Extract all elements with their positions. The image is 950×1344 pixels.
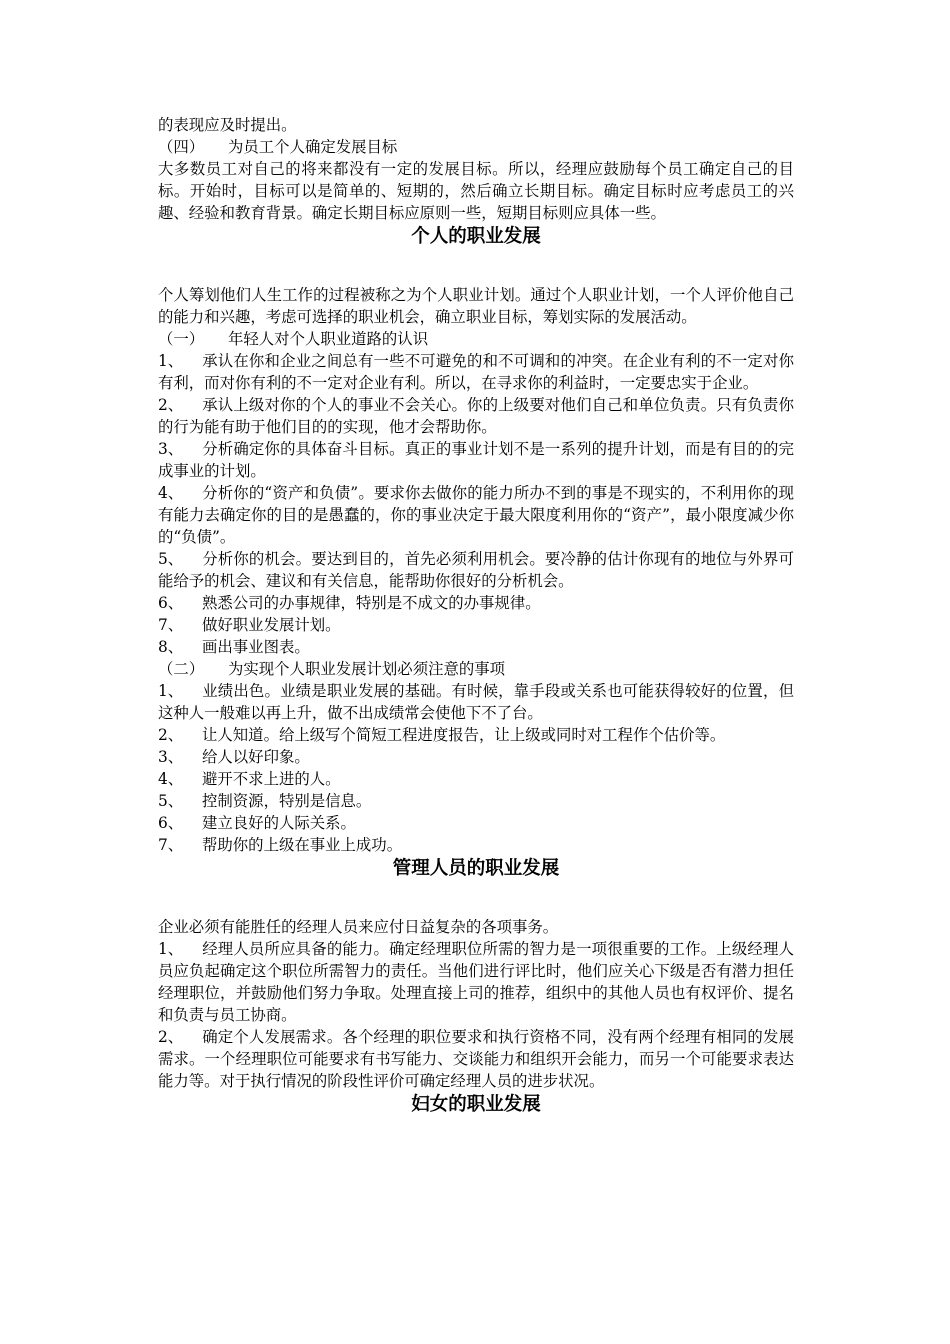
- list-number: 2、: [158, 1028, 184, 1046]
- list-item: [158, 438, 794, 482]
- list-text: 分析你的机会。要达到目的，首先必须利用机会。要冷静的估计你现有的地位与外界可能给予的机会、建议和有关信息，能帮助你很好的分析机会。: [158, 550, 794, 590]
- section-heading-women-career: 妇女的职业发展: [411, 1094, 541, 1115]
- list-item: [158, 592, 794, 614]
- subsection-title: 为员工个人确定发展目标: [228, 138, 398, 156]
- list-item: [158, 548, 794, 592]
- subsection-4-heading: [158, 136, 794, 158]
- list-item: [158, 636, 794, 658]
- subsection-number: （一）: [158, 330, 205, 348]
- list-text: 承认上级对你的个人的事业不会关心。你的上级要对他们自己和单位负责。只有负责你的行为能有助于他们目的的实现，他才会帮助你。: [158, 396, 794, 436]
- subsection-number: （二）: [158, 660, 205, 678]
- list-number: 1、: [158, 940, 184, 958]
- list-number: 3、: [158, 748, 184, 766]
- list-number: 7、: [158, 616, 184, 634]
- list-item: [158, 768, 794, 790]
- list-number: 7、: [158, 836, 184, 854]
- subsection-title: 为实现个人职业发展计划必须注意的事项: [228, 660, 506, 678]
- list-text: 避开不求上进的人。: [202, 770, 341, 788]
- list-item: [158, 746, 794, 768]
- list-text: 给人以好印象。: [202, 748, 310, 766]
- list-text: 承认在你和企业之间总有一些不可避免的和不可调和的冲突。在企业有利的不一定对你有利，而对你有利的不一定对企业有利。所以，在寻求你的利益时，一定要忠实于企业。: [158, 352, 794, 392]
- list-item: [158, 1026, 794, 1092]
- list-number: 2、: [158, 396, 184, 414]
- list-item: [158, 614, 794, 636]
- list-number: 6、: [158, 814, 184, 832]
- list-item: [158, 394, 794, 438]
- section-intro: 个人筹划他们人生工作的过程被称之为个人职业计划。通过个人职业计划，一个人评价他自己的能力和兴趣，考虑可选择的职业机会，确立职业目标，筹划实际的发展活动。: [158, 286, 794, 326]
- subsection-title: 年轻人对个人职业道路的认识: [228, 330, 429, 348]
- list-number: 6、: [158, 594, 184, 612]
- list-text: 帮助你的上级在事业上成功。: [202, 836, 403, 854]
- list-text: 建立良好的人际关系。: [202, 814, 356, 832]
- list-number: 5、: [158, 550, 184, 568]
- document-page: [158, 114, 794, 1118]
- list-text: 控制资源，特别是信息。: [202, 792, 372, 810]
- paragraph: 大多数员工对自己的将来都没有一定的发展目标。所以，经理应鼓励每个员工确定自己的目标。开始时，目标可以是简单的、短期的，然后确立长期目标。确定目标时应考虑员工的兴趣、经验和教育背景。确定长期目标应原则一些，短期目标则应具体一些。: [158, 160, 794, 222]
- list-text: 让人知道。给上级写个简短工程进度报告，让上级或同时对工程作个估价等。: [202, 726, 726, 744]
- list-item: [158, 680, 794, 724]
- list-text: 分析确定你的具体奋斗目标。真正的事业计划不是一系列的提升计划，而是有目的的完成事业的计划。: [158, 440, 794, 480]
- subsection-1-heading: [158, 328, 794, 350]
- list-text: 业绩出色。业绩是职业发展的基础。有时候，靠手段或关系也可能获得较好的位置，但这种人一般难以再上升，做不出成绩常会使他下不了台。: [158, 682, 794, 722]
- list-number: 1、: [158, 352, 184, 370]
- list-text: 做好职业发展计划。: [202, 616, 341, 634]
- section-intro: 企业必须有能胜任的经理人员来应付日益复杂的各项事务。: [158, 918, 559, 936]
- list-number: 8、: [158, 638, 184, 656]
- subsection-number: （四）: [158, 138, 205, 156]
- list-item: [158, 938, 794, 1026]
- continuation-text: 的表现应及时提出。: [158, 116, 297, 134]
- list-item: [158, 482, 794, 548]
- list-item: [158, 724, 794, 746]
- section-heading-manager-career: 管理人员的职业发展: [392, 858, 560, 879]
- list-item: [158, 812, 794, 834]
- list-item: [158, 350, 794, 394]
- subsection-2-heading: [158, 658, 794, 680]
- list-number: 5、: [158, 792, 184, 810]
- list-text: 确定个人发展需求。各个经理的职位要求和执行资格不同，没有两个经理有相同的发展需求。一个经理职位可能要求有书写能力、交谈能力和组织开会能力，而另一个可能要求表达能力等。对于执行情况的阶段性评价可确定经理人员的进步状况。: [158, 1028, 794, 1090]
- list-number: 1、: [158, 682, 184, 700]
- list-number: 3、: [158, 440, 184, 458]
- list-text: 熟悉公司的办事规律，特别是不成文的办事规律。: [202, 594, 541, 612]
- list-item: [158, 790, 794, 812]
- list-text: 经理人员所应具备的能力。确定经理职位所需的智力是一项很重要的工作。上级经理人员应负起确定这个职位所需智力的责任。当他们进行评比时，他们应关心下级是否有潜力担任经理职位，并鼓励他们努力争取。处理直接上司的推荐，组织中的其他人员也有权评价、提名和负责与员工协商。: [158, 940, 794, 1024]
- list-number: 2、: [158, 726, 184, 744]
- section-heading-personal-career: 个人的职业发展: [411, 226, 541, 247]
- list-number: 4、: [158, 484, 184, 502]
- list-number: 4、: [158, 770, 184, 788]
- list-text: 画出事业图表。: [202, 638, 310, 656]
- list-text: 分析你的“资产和负债”。要求你去做你的能力所办不到的事是不现实的，不利用你的现有能力去确定你的目的是愚蠢的，你的事业决定于最大限度利用你的“资产”，最小限度减少你的“负债”。: [158, 484, 794, 546]
- list-item: [158, 834, 794, 856]
